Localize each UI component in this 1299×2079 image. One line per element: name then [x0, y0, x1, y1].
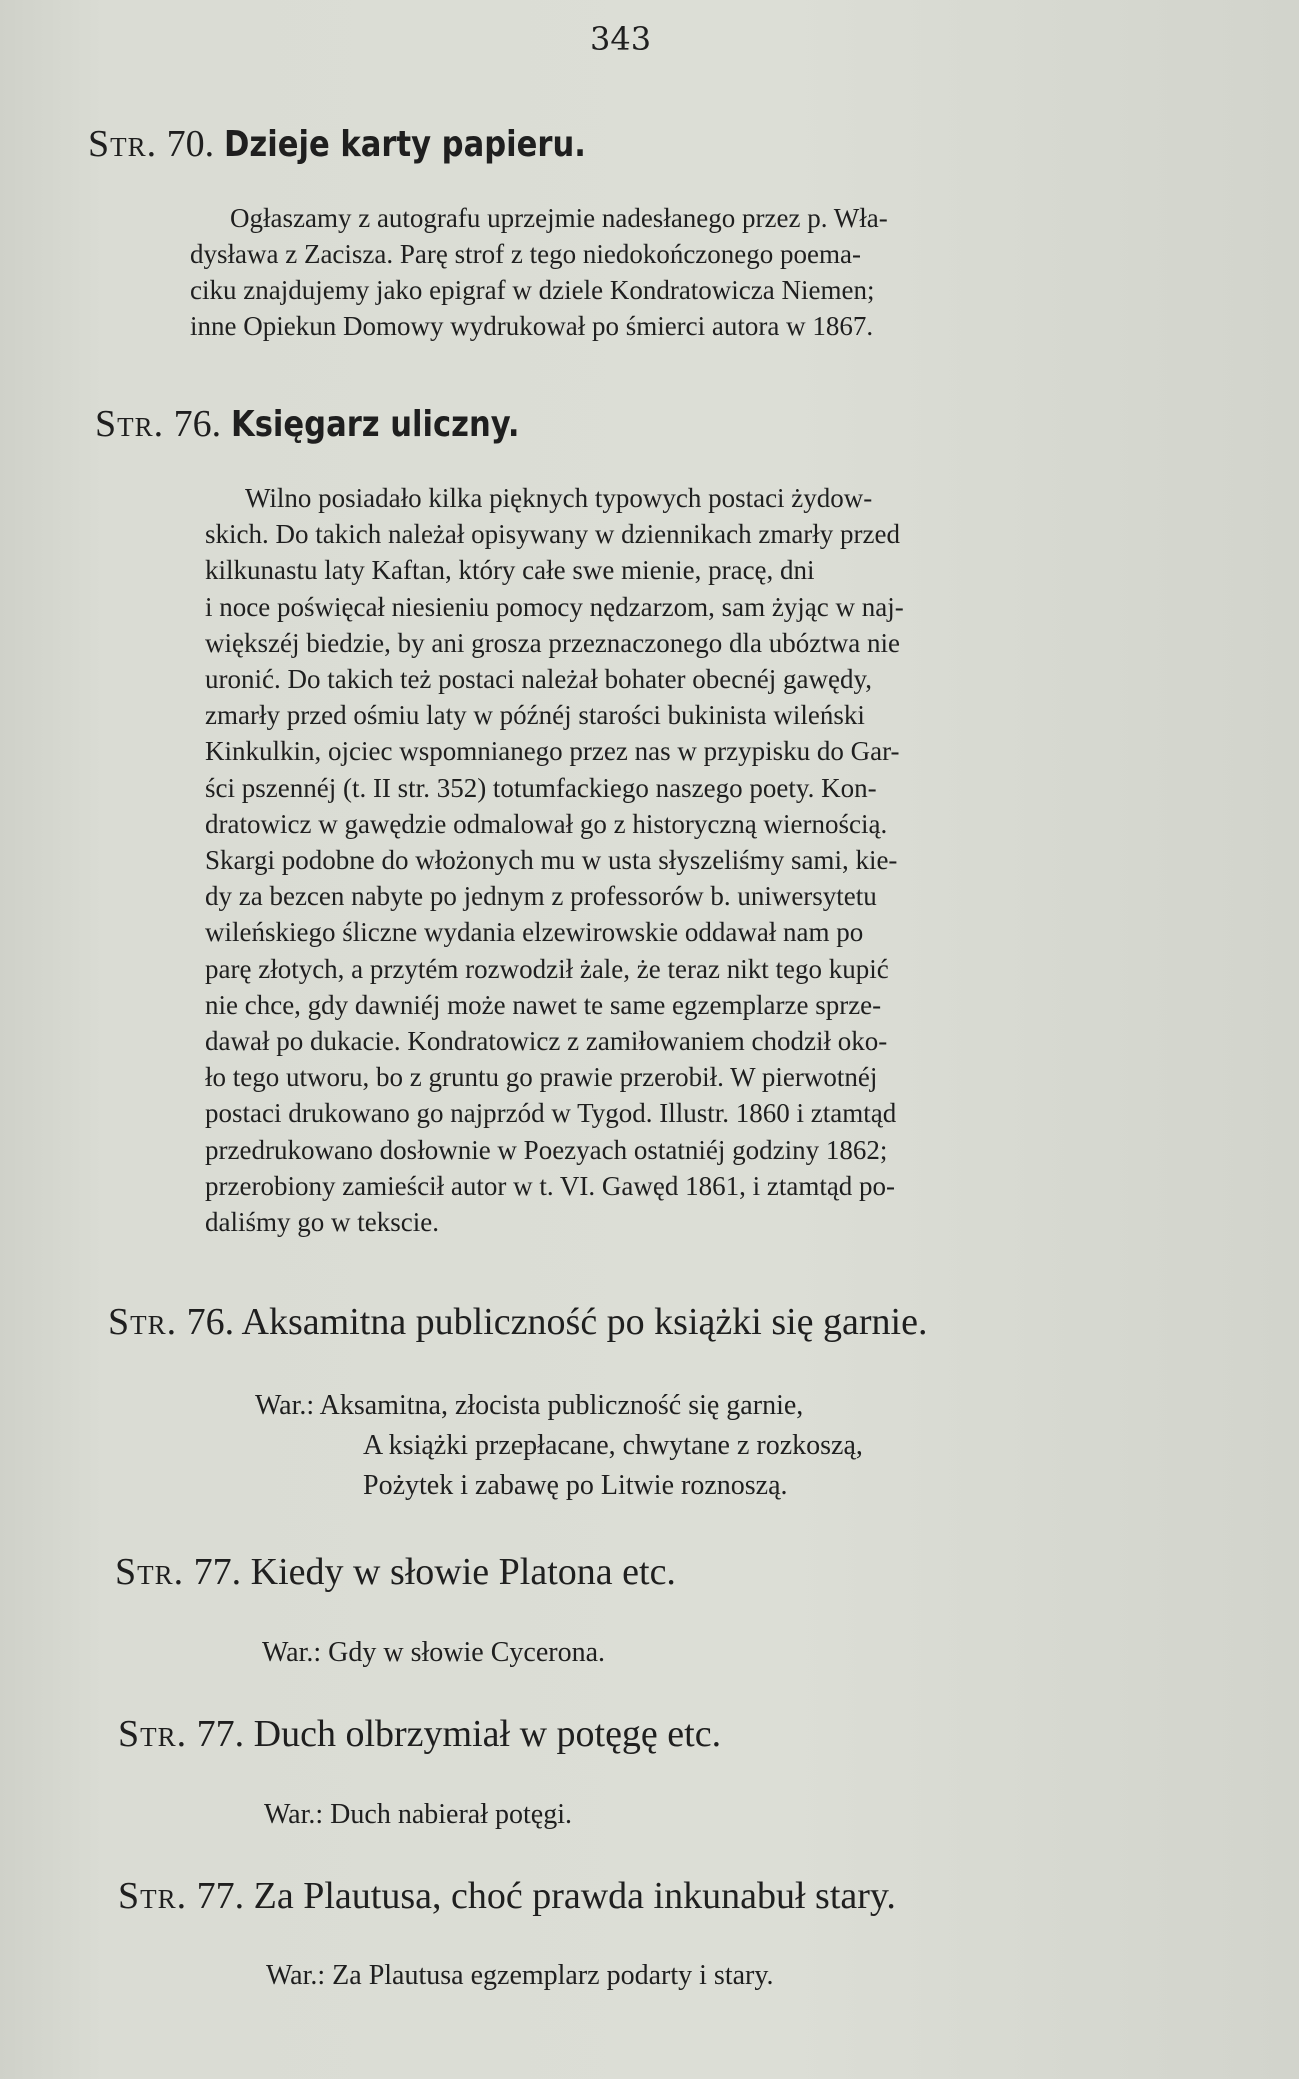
para-line: wileńskiego śliczne wydania elzewirowskie oddawał nam po [205, 917, 864, 948]
variant-label: War.: [262, 1637, 322, 1668]
str-label: Str. [118, 1875, 188, 1917]
str-number: 76. [186, 1301, 235, 1343]
para-line: i noce poświęcał niesieniu pomocy nędzarzom, sam żyjąc w naj- [205, 591, 904, 622]
variant-block [262, 1633, 605, 1673]
str-label: Str. [95, 403, 165, 445]
para-line: postaci drukowano go najprzód w Tygod. Illustr. 1860 i ztamtąd [205, 1098, 897, 1129]
para-line: Skargi podobne do włożonych mu w usta słyszeliśmy sami, kie- [205, 845, 898, 876]
para-line: dawał po dukacie. Kondratowicz z zamiłowaniem chodził oko- [205, 1026, 888, 1057]
str-number: 77. [193, 1551, 242, 1593]
entry-heading-76 [108, 1300, 927, 1344]
para-line: ło tego utworu, bo z gruntu go prawie przerobił. W pierwotnéj [205, 1062, 878, 1093]
variant-label: War.: [264, 1799, 324, 1830]
section-paragraph-70 [190, 200, 1170, 344]
section-heading-76 [95, 402, 570, 446]
para-line: przedrukowano dosłownie w Poezyach ostatniéj godziny 1862; [205, 1134, 888, 1165]
para-line: Ogłaszamy z autografu uprzejmie nadesłanego przez p. Wła- [230, 203, 888, 233]
str-number: 77. [196, 1713, 245, 1755]
section-title: Dzieje karty papieru. [223, 124, 586, 165]
para-line: uronić. Do takich też postaci należał bohater obecnéj gawędy, [205, 664, 872, 695]
str-number: 76. [173, 403, 222, 445]
variant-block [264, 1795, 572, 1835]
para-line: ciku znajdujemy jako epigraf w dziele Kondratowicza Niemen; [190, 275, 875, 305]
variant-block [266, 1956, 774, 1996]
para-line: większéj biedzie, by ani grosza przeznaczonego dla ubóztwa nie [205, 627, 900, 658]
variant-line: Za Plautusa egzemplarz podarty i stary. [332, 1960, 774, 1991]
str-number: 70. [166, 123, 215, 165]
variant-line: Pożytek i zabawę po Litwie roznoszą. [363, 1470, 788, 1501]
entry-title: Aksamitna publiczność po książki się garnie. [241, 1301, 928, 1343]
para-line: Kinkulkin, ojciec wspomnianego przez nas w przypisku do Gar- [205, 736, 900, 767]
variant-line: Duch nabierał potęgi. [330, 1799, 572, 1830]
para-line: Wilno posiadało kilka pięknych typowych postaci żydow- [245, 483, 873, 513]
str-label: Str. [118, 1713, 188, 1755]
para-line: inne Opiekun Domowy wydrukował po śmierci autora w 1867. [190, 311, 874, 341]
entry-title: Za Plautusa, choć prawda inkunabuł stary. [253, 1875, 896, 1917]
entry-title: Duch olbrzymiał w potęgę etc. [253, 1713, 722, 1755]
variant-line: A książki przepłacane, chwytane z rozkoszą, [363, 1430, 863, 1461]
variant-line: Aksamitna, złocista publiczność się garnie, [319, 1390, 804, 1421]
variant-label: War.: [255, 1390, 315, 1421]
para-line: nie chce, gdy dawniéj może nawet te same egzemplarze sprze- [205, 989, 882, 1020]
para-line: dy za bezcen nabyte po jednym z professorów b. uniwersytetu [205, 881, 877, 912]
para-line: dysława z Zacisza. Parę strof z tego niedokończonego poema- [190, 239, 861, 269]
para-line: daliśmy go w tekscie. [205, 1207, 439, 1238]
variant-line: Gdy w słowie Cycerona. [328, 1637, 605, 1668]
para-line: zmarły przed ośmiu laty w późnéj starości bukinista wileński [205, 700, 865, 731]
section-paragraph-76 [205, 480, 1180, 1240]
para-line: przerobiony zamieścił autor w t. VI. Gawęd 1861, i ztamtąd po- [205, 1170, 896, 1201]
entry-title: Kiedy w słowie Platona etc. [250, 1551, 676, 1593]
entry-heading-77c [118, 1874, 896, 1918]
entry-heading-77b [118, 1712, 721, 1756]
para-line: skich. Do takich należał opisywany w dziennikach zmarły przed [205, 519, 900, 550]
str-label: Str. [88, 123, 158, 165]
section-heading-70 [88, 122, 649, 166]
para-line: ści pszennéj (t. II str. 352) totumfackiego naszego poety. Kon- [205, 772, 877, 803]
entry-heading-77a [115, 1550, 676, 1594]
str-label: Str. [115, 1551, 185, 1593]
para-line: dratowicz w gawędzie odmalował go z historyczną wiernością. [205, 808, 888, 839]
para-line: kilkunastu laty Kaftan, który całe swe mienie, pracę, dni [205, 555, 815, 586]
str-label: Str. [108, 1301, 178, 1343]
para-line: parę złotych, a przytém rozwodził żale, że teraz nikt tego kupić [205, 953, 889, 984]
variant-label: War.: [266, 1960, 326, 1991]
variant-block [255, 1386, 863, 1506]
str-number: 77. [196, 1875, 245, 1917]
section-title: Księgarz uliczny. [230, 404, 520, 445]
page-number: 343 [590, 20, 652, 58]
